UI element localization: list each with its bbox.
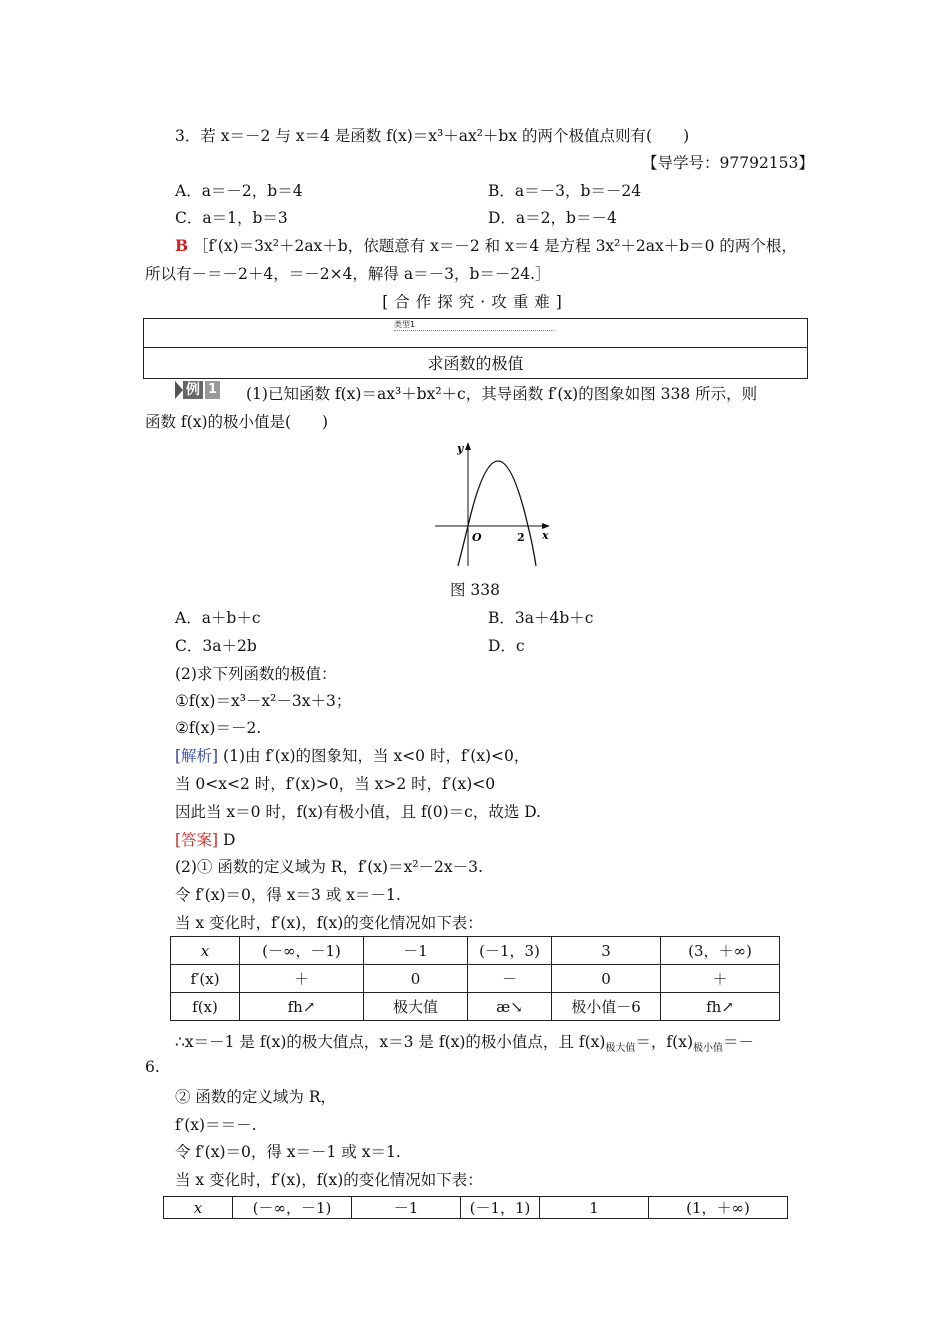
tick-label-2: 2 — [517, 531, 525, 544]
analysis-line1 — [175, 744, 529, 766]
q3-answer-letter: B — [175, 236, 189, 255]
table-cell: 极小值－6 — [552, 993, 661, 1021]
variation-table-1 — [170, 936, 780, 1021]
conclusion-part1: ∴x＝－1 是 f(x)的极大值点，x＝3 是 f(x)的极小值点，且 f(x) — [175, 1033, 606, 1051]
y-label: y — [457, 442, 464, 455]
table-cell: f′(x) — [171, 965, 240, 993]
table-cell: (－1，1) — [461, 1197, 540, 1219]
derivative-graph — [430, 438, 555, 573]
origin-label: O — [472, 531, 482, 544]
table-cell: 0 — [364, 965, 468, 993]
subscript-min: 极小值 — [693, 1043, 723, 1055]
ex-option-c: C．3a＋2b — [175, 637, 257, 655]
table-cell: 0 — [552, 965, 661, 993]
q3-option-a: A．a＝－2，b＝4 — [175, 182, 303, 200]
conclusion-part3: ＝－ — [723, 1033, 755, 1051]
answer-value: D — [223, 831, 236, 849]
q3-stem: 3．若 x＝－2 与 x＝4 是函数 f(x)＝x³＋ax²＋bx 的两个极值点则有( ) — [175, 127, 690, 145]
function-2: ②f(x)＝－2. — [175, 719, 262, 737]
example-line1: (1)已知函数 f(x)＝ax³＋bx²＋c，其导函数 f′(x)的图象如图 338 所示，则 — [246, 385, 758, 403]
example-word: 例 — [183, 381, 203, 399]
table-cell: (－1，3) — [468, 937, 552, 965]
table-row — [171, 965, 780, 993]
table-cell: －1 — [352, 1197, 461, 1219]
type-tag: 类型1 — [394, 319, 554, 331]
table-row — [164, 1197, 788, 1219]
analysis-text: (1)由 f′(x)的图象知，当 x<0 时，f′(x)<0， — [223, 747, 530, 765]
table-row — [171, 993, 780, 1021]
table-cell: －1 — [364, 937, 468, 965]
q3-solution-line2: 所以有－＝－2＋4，＝－2×4，解得 a＝－3，b＝－24.］ — [145, 265, 551, 283]
conclusion-continued: 6. — [145, 1058, 160, 1076]
example-number: 1 — [205, 381, 220, 399]
conclusion-part2: ＝，f(x) — [635, 1033, 693, 1051]
guide-number: 【导学号：97792153】 — [642, 154, 814, 172]
table-cell: 3 — [552, 937, 661, 965]
parabola-curve — [458, 461, 536, 566]
answer-line — [175, 828, 235, 850]
table-cell: x — [164, 1197, 233, 1219]
analysis-label: [解析] — [175, 747, 219, 765]
q3-option-b: B．a＝－3，b＝－24 — [488, 182, 642, 200]
example-line2: 函数 f(x)的极小值是( ) — [145, 413, 329, 431]
ex-option-a: A．a＋b＋c — [175, 609, 261, 627]
section-title: [合作探究·攻重难] — [382, 293, 568, 311]
q3-option-c: C．a＝1，b＝3 — [175, 209, 288, 227]
ex-option-d: D．c — [488, 637, 525, 655]
q2-line2: f′(x)＝＝－. — [175, 1116, 257, 1134]
example-arrow-icon — [175, 381, 183, 399]
table-cell: fh↗ — [661, 993, 780, 1021]
table-cell: (1，＋∞) — [649, 1197, 788, 1219]
table-cell: 1 — [540, 1197, 649, 1219]
part2-line2: 令 f′(x)＝0，得 x＝3 或 x＝－1. — [175, 886, 401, 904]
q2-line4: 当 x 变化时，f′(x)，f(x)的变化情况如下表： — [175, 1171, 483, 1189]
subscript-max: 极大值 — [605, 1043, 636, 1055]
type-box — [143, 318, 808, 379]
table-cell: x — [171, 937, 240, 965]
answer-label: [答案] — [175, 831, 219, 849]
part2-line3: 当 x 变化时，f′(x)，f(x)的变化情况如下表： — [175, 914, 483, 932]
figure-caption: 图 338 — [449, 581, 500, 599]
table-cell: ＋ — [661, 965, 780, 993]
x-label: x — [542, 529, 549, 542]
analysis-line3: 因此当 x＝0 时，f(x)有极小值，且 f(0)＝c，故选 D. — [175, 803, 542, 821]
part2-prompt: (2)求下列函数的极值： — [175, 665, 337, 683]
type-title: 求函数的极值 — [427, 354, 524, 373]
q2-line3: 令 f′(x)＝0，得 x＝－1 或 x＝1. — [175, 1143, 401, 1161]
table-cell: f(x) — [171, 993, 240, 1021]
type-box-divider — [144, 347, 807, 348]
function-1: ①f(x)＝x³－x²－3x＋3； — [175, 692, 352, 710]
q3-solution-line1 — [175, 234, 797, 256]
q2-line1: ② 函数的定义域为 R， — [175, 1088, 337, 1106]
table-cell: 极大值 — [364, 993, 468, 1021]
variation-table-2 — [163, 1196, 788, 1219]
example-tag — [175, 380, 220, 400]
table-cell: (－∞，－1) — [233, 1197, 352, 1219]
table-cell: － — [468, 965, 552, 993]
part2-line1: (2)① 函数的定义域为 R，f′(x)＝x²－2x－3. — [175, 858, 483, 876]
table-cell: (3，＋∞) — [661, 937, 780, 965]
q3-solution-text: ［f′(x)＝3x²＋2ax＋b，依题意有 x＝－2 和 x＝4 是方程 3x²＋2ax＋b＝0 的两个根， — [193, 237, 797, 255]
ex-option-b: B．3a＋4b＋c — [488, 609, 594, 627]
analysis-line2: 当 0<x<2 时，f′(x)>0，当 x>2 时，f′(x)<0 — [175, 775, 496, 793]
table-row — [171, 937, 780, 965]
y-axis-arrow-icon — [465, 442, 471, 450]
table-cell: fh↗ — [240, 993, 364, 1021]
table-cell: ＋ — [240, 965, 364, 993]
q3-option-d: D．a＝2，b＝－4 — [488, 209, 617, 227]
table-cell: (－∞，－1) — [240, 937, 364, 965]
conclusion-line — [175, 1030, 754, 1054]
table-cell: æ↘ — [468, 993, 552, 1021]
